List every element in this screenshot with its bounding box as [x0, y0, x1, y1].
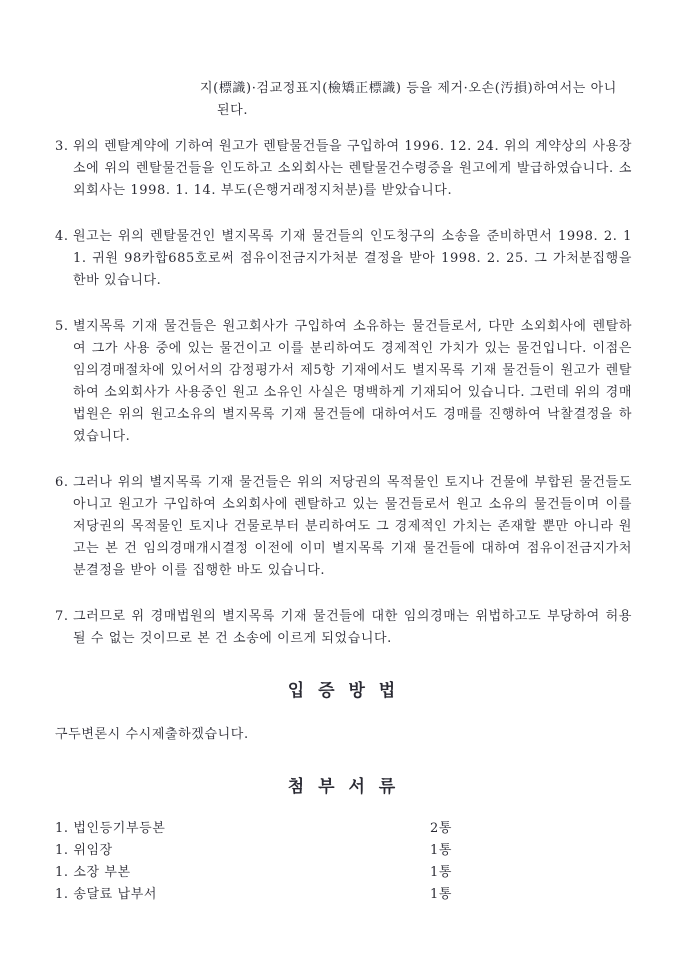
attachment-row [55, 884, 632, 906]
attachment-label: 1. 법인등기부등본 [55, 821, 166, 836]
attachment-count: 1통 [430, 865, 453, 880]
paragraph-6 [55, 472, 632, 582]
paragraph-5-text: 별지목록 기재 물건들은 원고회사가 구입하여 소유하는 물건들로서, 다만 소외회사에 렌탈하여 그가 사용 중에 있는 물건이고 이를 분리하여도 경제적인 가치가 있는 물건입니다. 이점은 임의경매절차에 있어서의 감정평가서 제5항 기재에서도 별지목록 기재 물건들이 원고가 렌탈하여 소외회사가 사용중인 원고 소유인 사실은 명백하게 기재되어 있습니다. 그런데 위의 경매법원은 위의 원고소유의 별지목록 기재 물건들에 대하여서도 경매를 진행하여 낙찰결정을 하였습니다. [73, 319, 632, 444]
paragraph-7 [55, 606, 632, 650]
evidence-section-title: 입 증 방 법 [287, 681, 400, 701]
evidence-section-body: 구두변론시 수시제출하겠습니다. [55, 727, 249, 742]
continuation-line-2: 된다. [217, 103, 249, 118]
paragraph-7-text: 그러므로 위 경매법원의 별지목록 기재 물건들에 대한 임의경매는 위법하고도 부당하여 허용될 수 없는 것이므로 본 건 소송에 이르게 되었습니다. [73, 609, 632, 646]
paragraph-5-number: 5. [55, 319, 69, 334]
attachment-count: 1통 [430, 843, 453, 858]
attachment-label: 1. 송달료 납부서 [55, 887, 158, 902]
attachment-label: 1. 위임장 [55, 843, 113, 858]
attachments-list [55, 818, 632, 906]
paragraph-4-text: 원고는 위의 렌탈물건인 별지목록 기재 물건들의 인도청구의 소송을 준비하면서 1998. 2. 11. 귀원 98카합685호로써 점유이전금지가처분 결정을 받아 1998. 2. 25. 그 가처분집행을 한바 있습니다. [73, 229, 632, 288]
attachment-count: 1통 [430, 887, 453, 902]
paragraph-4 [55, 226, 632, 292]
paragraph-4-number: 4. [55, 229, 69, 244]
paragraph-7-number: 7. [55, 609, 69, 624]
attachments-section-title: 첨 부 서 류 [287, 777, 400, 797]
paragraph-5 [55, 316, 632, 448]
paragraph-3-text: 위의 렌탈계약에 기하여 원고가 렌탈물건들을 구입하여 1996. 12. 24. 위의 계약상의 사용장소에 위의 렌탈물건들을 인도하고 소외회사는 렌탈물건수령증을 원고에게 발급하였습니다. 소외회사는 1998. 1. 14. 부도(은행거래정지처분)를 받았습니다. [73, 139, 632, 198]
attachment-row [55, 862, 632, 884]
paragraph-3 [55, 136, 632, 202]
attachment-label: 1. 소장 부본 [55, 865, 131, 880]
paragraph-3-number: 3. [55, 139, 69, 154]
attachment-count: 2통 [430, 821, 453, 836]
continuation-line-1: 지(標識)·검교정표지(檢矯正標識) 등을 제거·오손(汚損)하여서는 아니 [200, 81, 617, 96]
continuation-text [200, 78, 632, 122]
attachment-row [55, 840, 632, 862]
paragraph-6-text: 그러나 위의 별지목록 기재 물건들은 위의 저당권의 목적물인 토지나 건물에 부합된 물건들도 아니고 원고가 구입하여 소외회사에 렌탈하고 있는 물건들로서 원고 소유의 물건들이며 이를 저당권의 목적물인 토지나 건물로부터 분리하여도 그 경제적인 가치는 존재할 뿐만 아니라 원고는 본 건 임의경매개시결정 이전에 이미 별지목록 기재 물건들에 대하여 점유이전금지가처분결정을 받아 이를 집행한 바도 있습니다. [73, 475, 632, 578]
paragraph-6-number: 6. [55, 475, 69, 490]
attachment-row [55, 818, 632, 840]
